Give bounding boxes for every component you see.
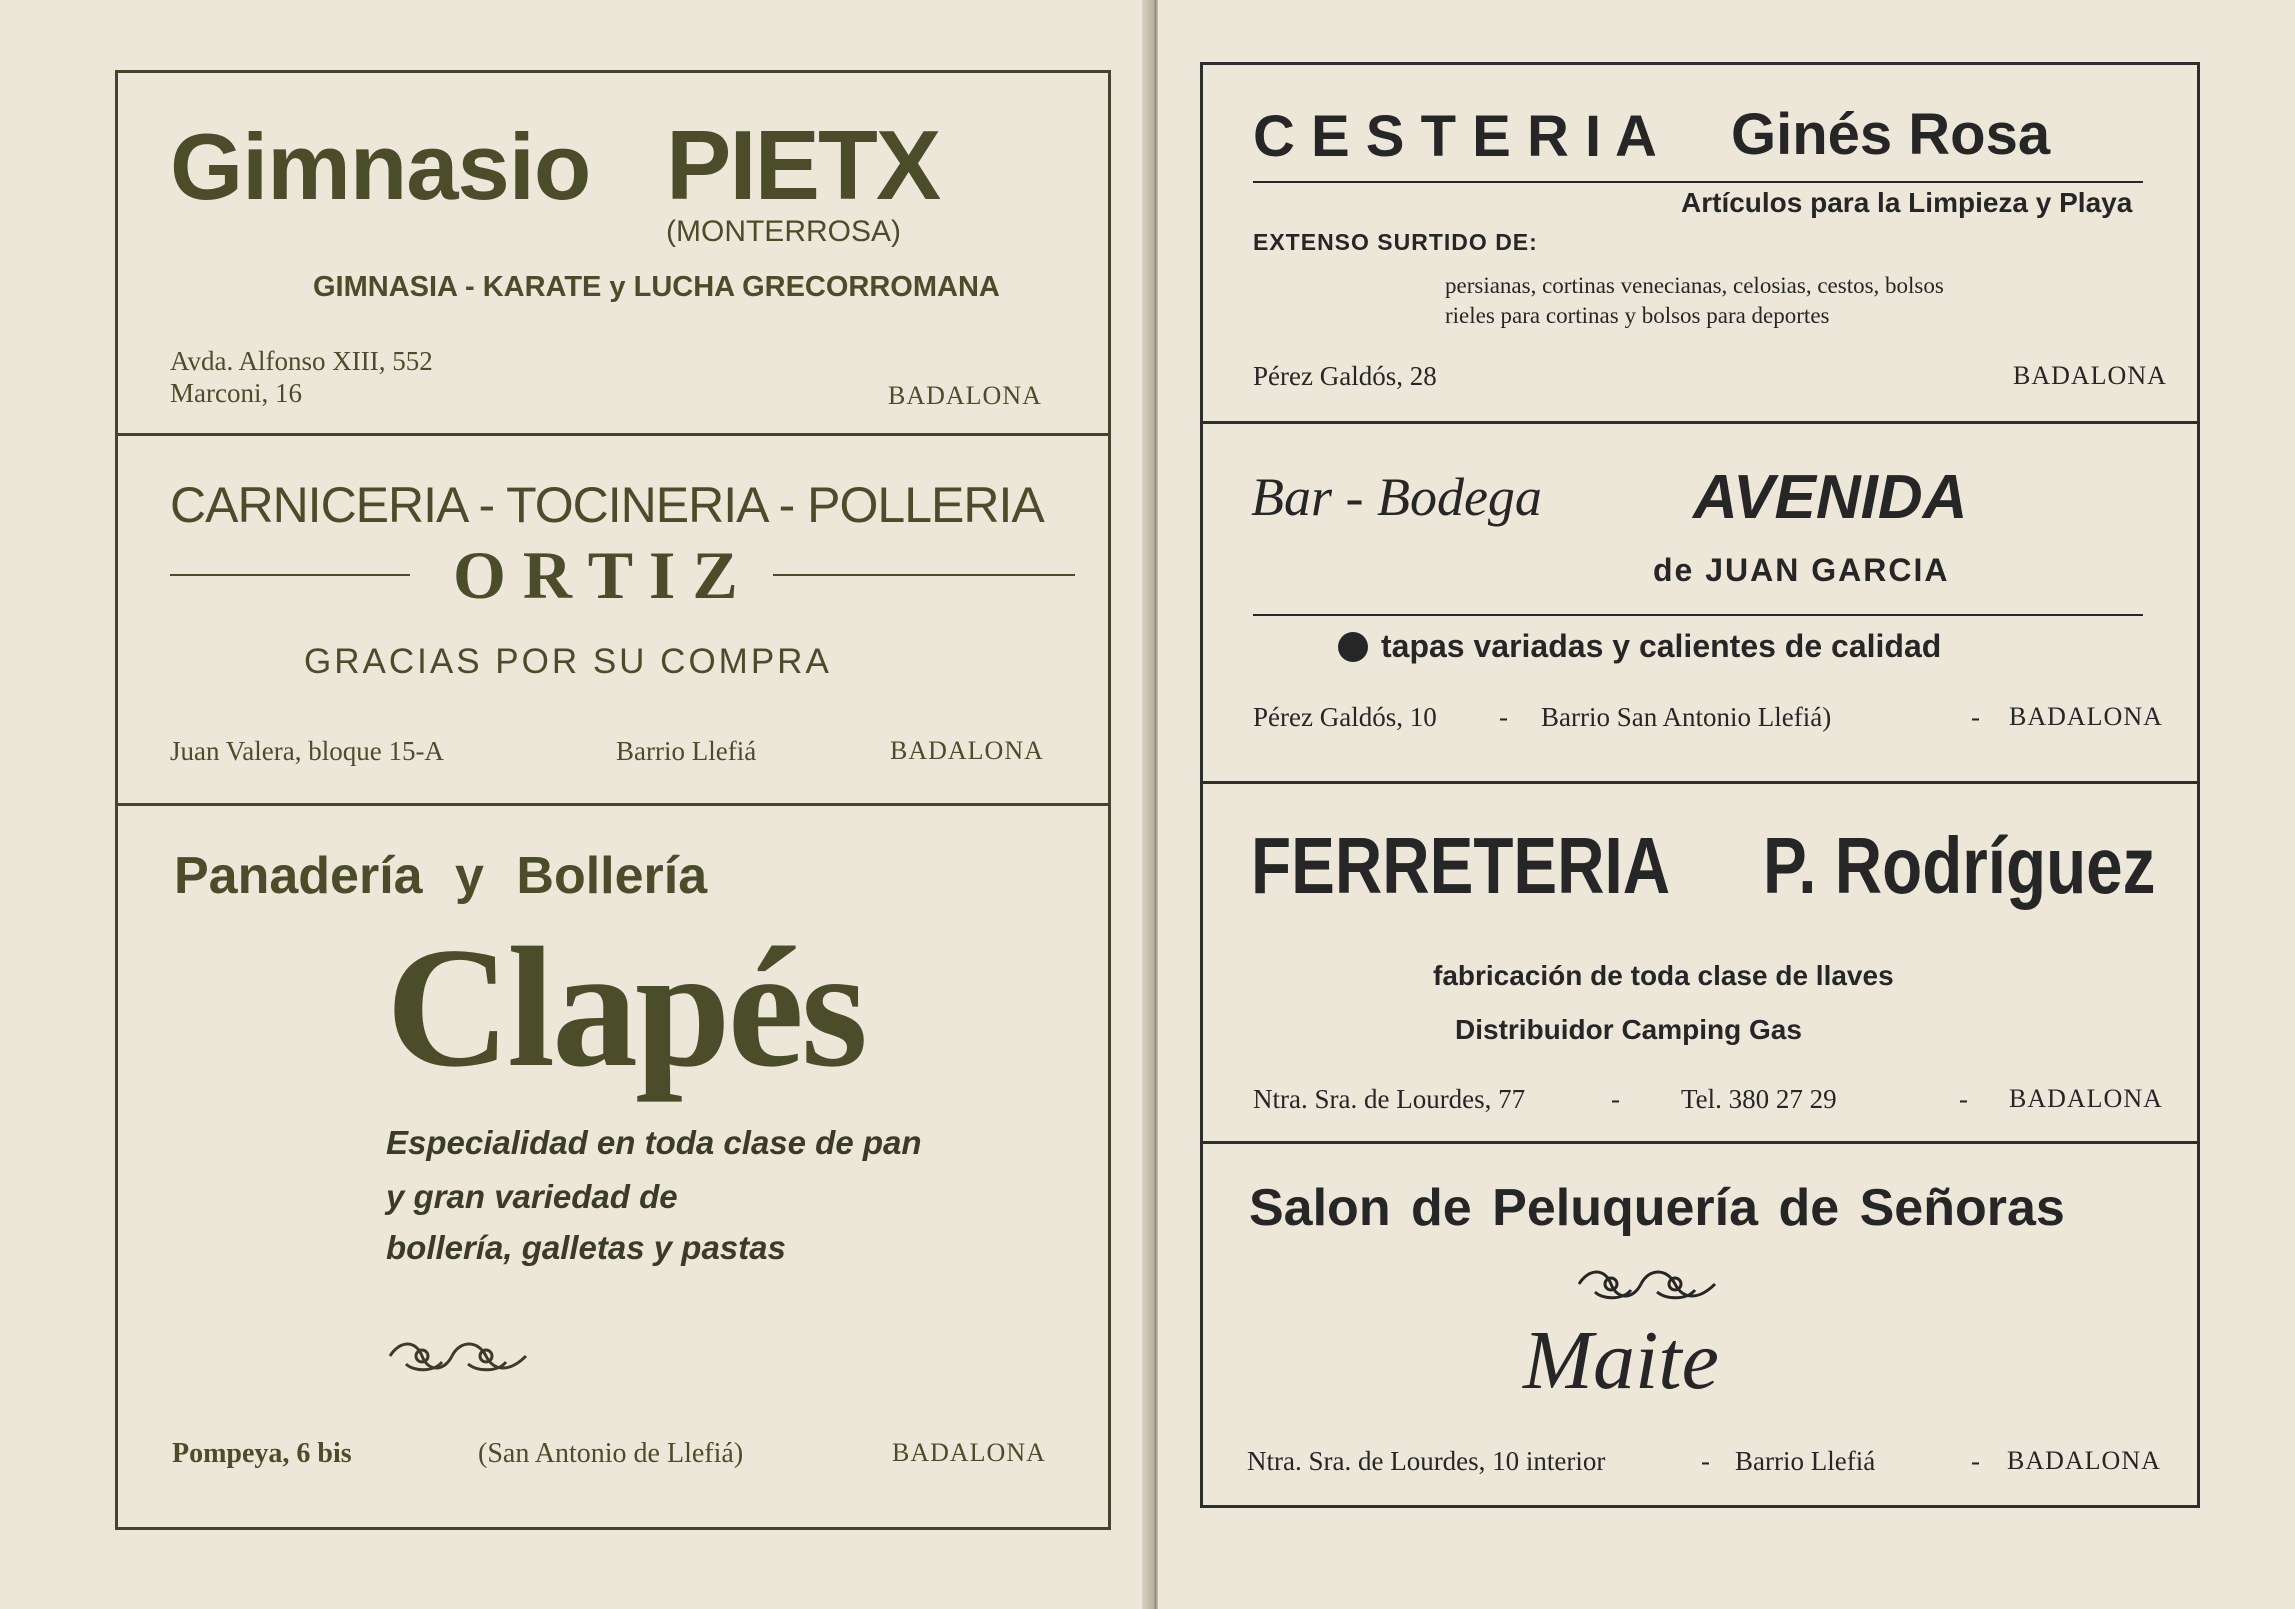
rule (1253, 181, 2143, 183)
panaderia-address: Pompeya, 6 bis (172, 1438, 352, 1469)
gimnasio-name: Gimnasio (170, 114, 591, 219)
clapes-name: Clapés (386, 913, 865, 1103)
panaderia-line-1: Especialidad en toda clase de pan (386, 1124, 922, 1161)
panaderia-barrio: (San Antonio de Llefiá) (478, 1438, 744, 1469)
salon-city: BADALONA (2007, 1446, 2161, 1475)
right-ad-frame (1200, 62, 2200, 1508)
gimnasio-address-1: Avda. Alfonso XIII, 552 (170, 346, 433, 376)
ferreteria-phone: Tel. 380 27 29 (1681, 1084, 1837, 1114)
dash: - (1701, 1446, 1710, 1476)
thanks-text: GRACIAS POR SU COMPRA (304, 642, 832, 681)
ad-carniceria (118, 436, 1108, 866)
gines-rosa-name: Ginés Rosa (1731, 102, 2051, 167)
dash: - (1611, 1084, 1620, 1114)
cesteria-name: C E S T E R I A (1253, 104, 1657, 169)
rule-left (170, 574, 410, 576)
ad-cesteria (1203, 65, 2197, 421)
ad-panaderia (118, 806, 1108, 1526)
left-ad-frame (115, 70, 1111, 1530)
rule-right (773, 574, 1075, 576)
surtido-label: EXTENSO SURTIDO DE: (1253, 229, 1538, 255)
ferreteria-address: Ntra. Sra. de Lourdes, 77 (1253, 1084, 1526, 1114)
ad-bodega (1203, 424, 2197, 780)
carniceria-city: BADALONA (890, 736, 1044, 765)
avenida-name: AVENIDA (1693, 463, 1968, 532)
gimnasio-activities: GIMNASIA - KARATE y LUCHA GRECORROMANA (313, 271, 1000, 303)
monterrosa-label: (MONTERROSA) (666, 215, 901, 248)
ad-ferreteria (1203, 784, 2197, 1142)
ferreteria-city: BADALONA (2009, 1084, 2163, 1113)
bodega-city: BADALONA (2009, 702, 2163, 731)
panaderia-line-2: y gran variedad de (386, 1178, 678, 1215)
ad-salon (1203, 1144, 2197, 1504)
ad-gimnasio (118, 73, 1108, 433)
gimnasio-city: BADALONA (888, 381, 1042, 410)
ortiz-name: O R T I Z (453, 537, 738, 613)
cesteria-address: Pérez Galdós, 28 (1253, 361, 1437, 391)
right-page (1158, 0, 2295, 1609)
ferreteria-line-2: Distribuidor Camping Gas (1455, 1014, 1802, 1045)
rule (1253, 614, 2143, 616)
carniceria-barrio: Barrio Llefiá (616, 736, 757, 766)
salon-address: Ntra. Sra. de Lourdes, 10 interior (1247, 1446, 1606, 1476)
dash: - (1959, 1084, 1968, 1114)
ornament-icon (386, 1336, 530, 1376)
gimnasio-address-2: Marconi, 16 (170, 378, 302, 408)
ornament-icon (1575, 1264, 1719, 1304)
ferreteria-line-1: fabricación de toda clase de llaves (1433, 960, 1894, 991)
carniceria-address: Juan Valera, bloque 15-A (170, 736, 444, 766)
carniceria-headline: CARNICERIA - TOCINERIA - POLLERIA (170, 477, 1044, 533)
salon-barrio: Barrio Llefiá (1735, 1446, 1876, 1476)
bodega-owner: de JUAN GARCIA (1653, 552, 1950, 588)
rodriguez-name: P. Rodríguez (1763, 821, 2156, 910)
maite-name: Maite (1523, 1314, 1719, 1407)
dash: - (1971, 702, 1980, 732)
bullet-icon (1338, 632, 1368, 662)
bar-bodega-script: Bar - Bodega (1251, 467, 1542, 527)
dash: - (1971, 1446, 1980, 1476)
pietx-name: PIETX (666, 110, 940, 220)
ferreteria-name: FERRETERIA (1251, 821, 1671, 910)
cesteria-items-2: rieles para cortinas y bolsos para deportes (1445, 303, 1830, 328)
panaderia-city: BADALONA (892, 1438, 1046, 1467)
tapas-text: tapas variadas y calientes de calidad (1381, 628, 1942, 664)
bodega-barrio: Barrio San Antonio Llefiá) (1541, 702, 1832, 732)
dash: - (1499, 702, 1508, 732)
panaderia-headline: Panadería y Bollería (174, 847, 708, 905)
salon-headline: Salon de Peluquería de Señoras (1249, 1179, 2065, 1237)
cesteria-city: BADALONA (2013, 361, 2167, 390)
cesteria-tagline: Artículos para la Limpieza y Playa (1681, 187, 2133, 218)
bodega-address: Pérez Galdós, 10 (1253, 702, 1437, 732)
cesteria-items-1: persianas, cortinas venecianas, celosias, cestos, bolsos (1445, 273, 1944, 298)
panaderia-line-3: bollería, galletas y pastas (386, 1229, 786, 1266)
